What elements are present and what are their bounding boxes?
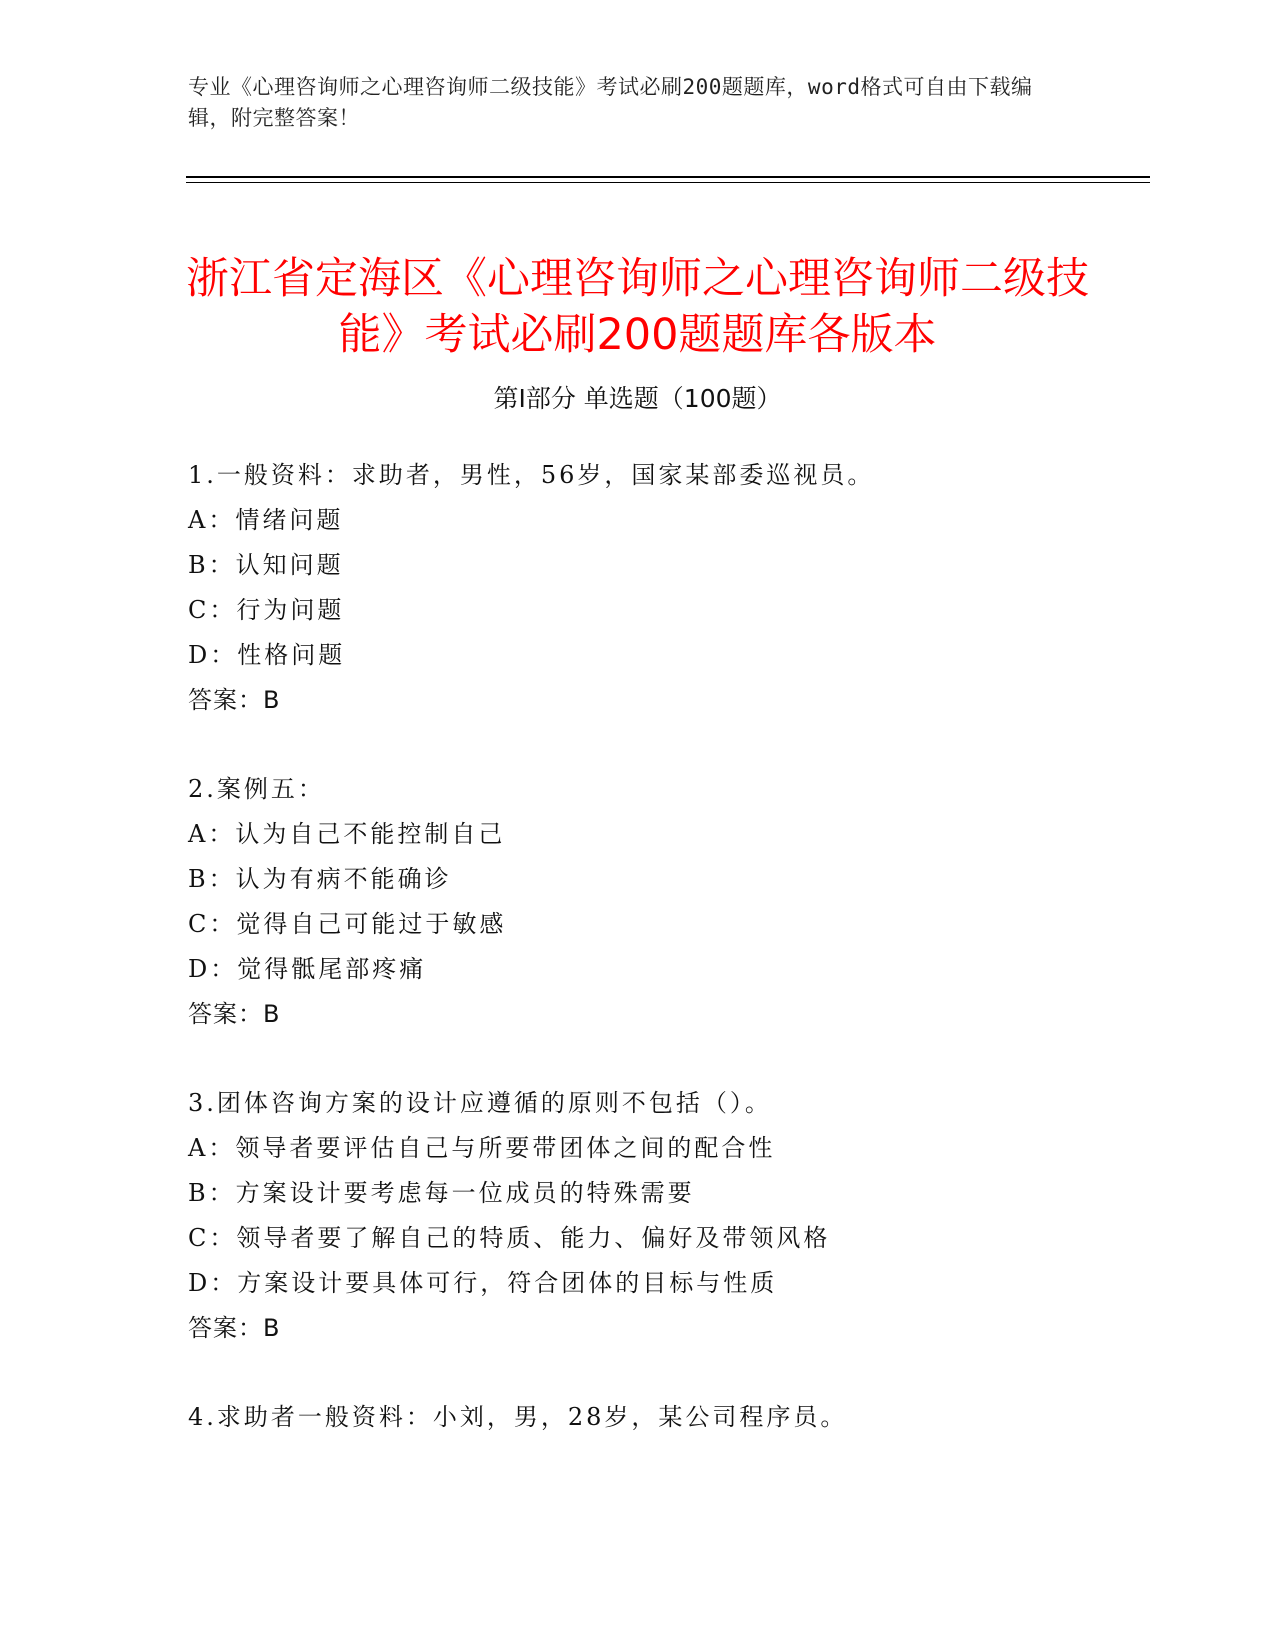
document-title: 浙江省定海区《心理咨询师之心理咨询师二级技能》考试必刷200题题库各版本 <box>186 253 1089 360</box>
option-d: D：性格问题 <box>188 641 346 669</box>
option-d: D：方案设计要具体可行，符合团体的目标与性质 <box>188 1269 778 1297</box>
question-stem: 1.一般资料：求助者，男性，56岁，国家某部委巡视员。 <box>188 461 875 489</box>
option-a: A：情绪问题 <box>188 506 344 534</box>
option-c: C：觉得自己可能过于敏感 <box>188 910 507 938</box>
option-a: A：认为自己不能控制自己 <box>188 820 506 848</box>
option-b: B：认为有病不能确诊 <box>188 865 452 893</box>
question-2 <box>188 767 1148 1037</box>
question-stem: 4.求助者一般资料：小刘，男，28岁，某公司程序员。 <box>188 1403 848 1431</box>
option-c: C：行为问题 <box>188 596 345 624</box>
option-c: C：领导者要了解自己的特质、能力、偏好及带领风格 <box>188 1224 831 1252</box>
question-3 <box>188 1081 1148 1351</box>
question-stem: 3.团体咨询方案的设计应遵循的原则不包括（）。 <box>188 1089 772 1117</box>
option-b: B：认知问题 <box>188 551 344 579</box>
option-b: B：方案设计要考虑每一位成员的特殊需要 <box>188 1179 695 1207</box>
header-divider-thick <box>186 176 1150 178</box>
question-1 <box>188 453 1148 723</box>
question-stem: 2.案例五： <box>188 775 325 803</box>
option-a: A：领导者要评估自己与所要带团体之间的配合性 <box>188 1134 776 1162</box>
header-note: 专业《心理咨询师之心理咨询师二级技能》考试必刷200题题库，word格式可自由下载编辑，附完整答案！ <box>188 75 1033 130</box>
section-heading: 第I部分 单选题（100题） <box>493 384 782 413</box>
answer-line: 答案：B <box>188 1000 281 1028</box>
answer-line: 答案：B <box>188 686 281 714</box>
question-4 <box>188 1395 1148 1440</box>
option-d: D：觉得骶尾部疼痛 <box>188 955 427 983</box>
header-divider-thin <box>186 182 1150 183</box>
answer-line: 答案：B <box>188 1314 281 1342</box>
